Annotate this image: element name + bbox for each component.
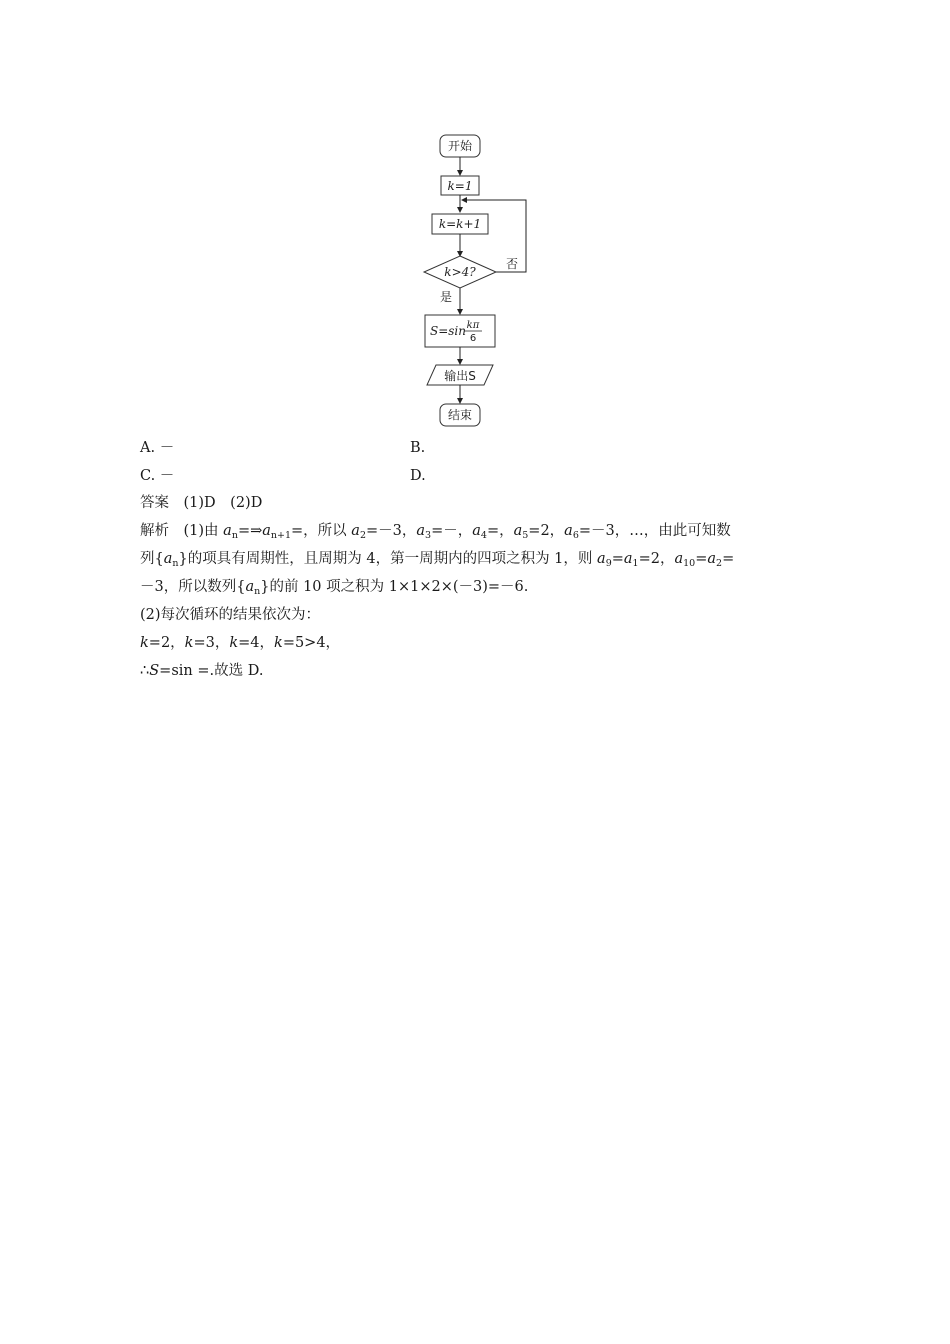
option-d: D. [410, 468, 426, 484]
text: =5>4， [282, 635, 341, 651]
var: a [223, 523, 232, 539]
var: S [149, 663, 160, 679]
assign-denominator: 6 [469, 333, 477, 344]
option-b: B. [410, 440, 426, 456]
analysis-line-6 [140, 661, 263, 681]
analysis-label: 解析 [140, 523, 169, 539]
analysis-line-2 [140, 549, 734, 569]
start-label: 开始 [447, 139, 473, 153]
analysis-line-4: (2)每次循环的结果依次为： [140, 607, 321, 623]
sub: n [254, 586, 261, 597]
text: =－3，…，由此可知数 [578, 523, 731, 539]
answer-text: (1)D (2)D [183, 495, 263, 511]
sub: 5 [522, 530, 529, 541]
text: =2， [528, 523, 565, 539]
analysis-line-5 [140, 633, 340, 653]
yes-label: 是 [440, 290, 453, 304]
sub: 3 [425, 530, 432, 541]
sub: n [172, 558, 179, 569]
var: a [472, 523, 481, 539]
text: =－， [431, 523, 473, 539]
var: a [262, 523, 271, 539]
text: =⇒ [237, 523, 263, 539]
sub: n+1 [270, 530, 292, 541]
text: =4， [238, 635, 275, 651]
output-label: 输出S [444, 369, 476, 383]
text: 列{ [140, 551, 164, 567]
text: －3，所以数列{ [140, 579, 246, 595]
var: a [707, 551, 717, 567]
var: a [623, 551, 633, 567]
text: = [695, 551, 708, 567]
var: k [140, 635, 149, 651]
text: =2， [148, 635, 185, 651]
text: =， [486, 523, 514, 539]
text: }的前 10 项之积为 1×1×2×(－3)=－6. [260, 579, 529, 595]
option-a: A. － [140, 440, 175, 456]
sub: 4 [480, 530, 487, 541]
text: = [722, 551, 735, 567]
sub: 2 [716, 558, 723, 569]
var: k [229, 635, 239, 651]
var: a [674, 551, 684, 567]
text: }的项具有周期性，且周期为 4，第一周期内的四项之积为 1，则 [178, 551, 598, 567]
text: =2， [638, 551, 675, 567]
var: a [564, 523, 573, 539]
var: a [351, 523, 360, 539]
text: = [611, 551, 624, 567]
sub: 9 [605, 558, 612, 569]
sub: n [231, 530, 238, 541]
text: =，所以 [291, 523, 352, 539]
text: ∴ [140, 663, 150, 679]
var: a [163, 551, 173, 567]
analysis-line-3 [140, 577, 528, 597]
analysis-line-1 [140, 521, 731, 541]
sub: 2 [359, 530, 366, 541]
var: a [513, 523, 523, 539]
answer-label: 答案 [140, 495, 169, 511]
assign-numerator: kπ [466, 320, 480, 331]
var: a [597, 551, 606, 567]
text: =－3， [366, 523, 417, 539]
condition-label: k>4? [444, 265, 476, 279]
init-label: k=1 [447, 179, 473, 193]
no-label: 否 [506, 257, 519, 271]
answer-line [140, 493, 262, 513]
assign-prefix: S=sin [430, 324, 466, 338]
flowchart [400, 128, 540, 430]
text: =3， [193, 635, 230, 651]
text: (1)由 [183, 523, 224, 539]
var: a [245, 579, 255, 595]
option-c: C. － [140, 468, 175, 484]
end-label: 结束 [447, 408, 473, 422]
increment-label: k=k+1 [438, 217, 482, 231]
sub: 1 [632, 558, 639, 569]
var: k [274, 635, 283, 651]
text: =sin =.故选 D. [159, 663, 264, 679]
sub: 10 [683, 558, 696, 569]
sub: 6 [572, 530, 579, 541]
var: k [184, 635, 194, 651]
var: a [416, 523, 426, 539]
